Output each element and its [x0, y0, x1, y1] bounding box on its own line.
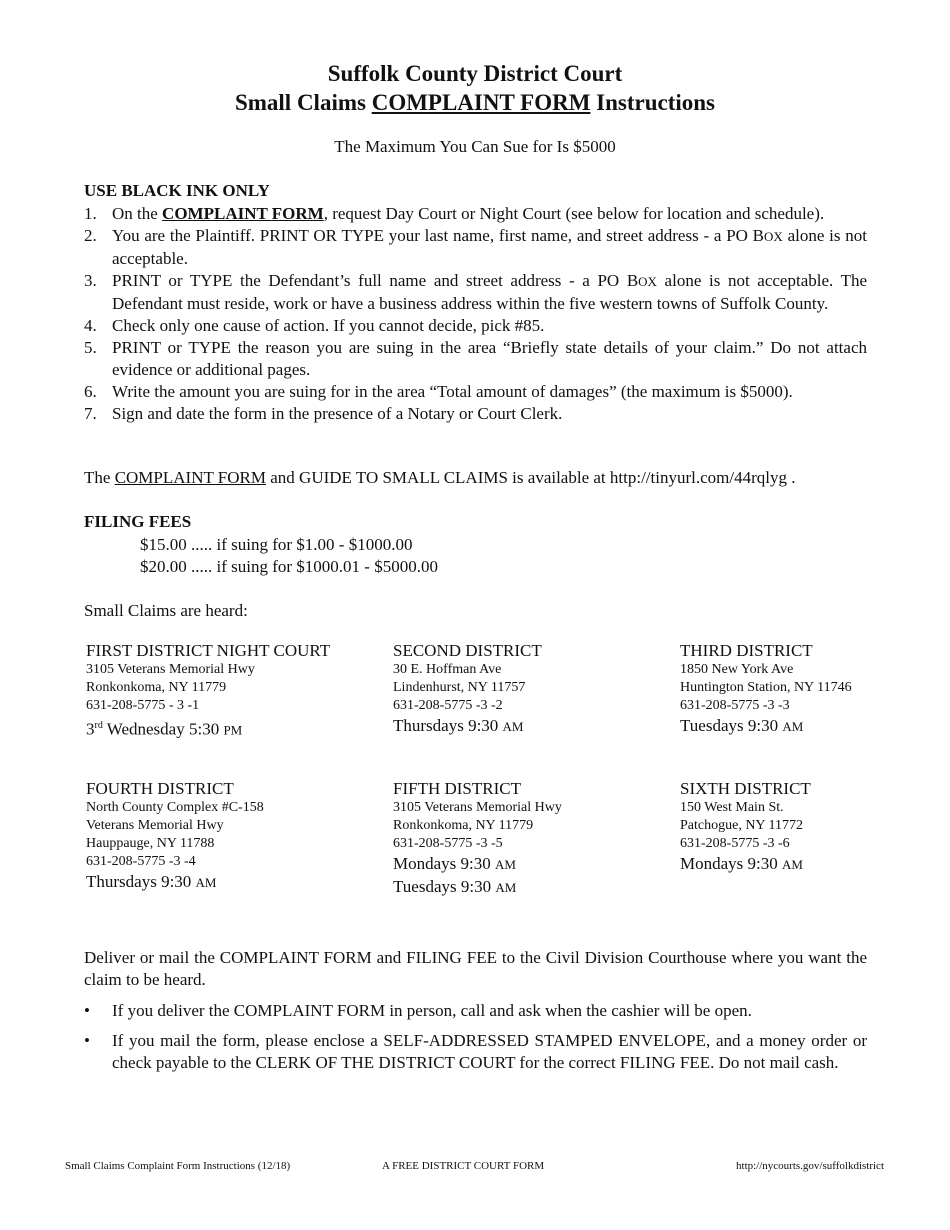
page-subtitle-title: [0, 88, 950, 117]
court-third-district: [680, 641, 920, 738]
item-text: On the COMPLAINT FORM, request Day Court or Night Court (see below for location and schedule).: [112, 204, 825, 223]
court-city: Huntington Station, NY 11746: [680, 680, 852, 695]
court-city: Hauppauge, NY 11788: [86, 836, 215, 851]
court-address: 3105 Veterans Memorial Hwy: [393, 800, 562, 815]
item-number: 7.: [84, 404, 97, 423]
court-schedule: Thursdays 9:30 AM: [86, 872, 217, 891]
bullet-icon: •: [84, 1001, 90, 1020]
court-city: Ronkonkoma, NY 11779: [393, 818, 534, 833]
item-number: 1.: [84, 204, 97, 223]
court-address: 150 West Main St.: [680, 800, 784, 815]
court-first-district: [86, 641, 376, 742]
item-number: 2.: [84, 226, 97, 245]
court-phone: 631-208-5775 -3 -2: [393, 698, 503, 713]
court-name: FOURTH DISTRICT: [86, 779, 234, 798]
heard-label: Small Claims are heard:: [84, 601, 248, 620]
item-number: 3.: [84, 271, 97, 290]
court-phone: 631-208-5775 -3 -6: [680, 836, 790, 851]
item-number: 4.: [84, 316, 97, 335]
court-phone: 631-208-5775 - 3 -1: [86, 698, 200, 713]
footer-center: A FREE DISTRICT COURT FORM: [382, 1160, 545, 1172]
court-fourth-district: [86, 779, 376, 894]
fee-line: $20.00 ..... if suing for $1000.01 - $5000.00: [140, 557, 438, 576]
court-name: SIXTH DISTRICT: [680, 779, 811, 798]
court-address: 30 E. Hoffman Ave: [393, 662, 502, 677]
item-text: You are the Plaintiff. PRINT OR TYPE your last name, first name, and street address - a PO BOX alone is not acceptable.: [112, 226, 867, 268]
court-address: 1850 New York Ave: [680, 662, 794, 677]
title-underlined-text: COMPLAINT FORM: [371, 90, 591, 115]
court-name: FIFTH DISTRICT: [393, 779, 521, 798]
item-text: Sign and date the form in the presence of a Notary or Court Clerk.: [112, 404, 563, 423]
court-schedule: 3rd Wednesday 5:30 PM: [86, 719, 243, 739]
instruction-list: [84, 203, 867, 425]
court-address-line2: Veterans Memorial Hwy: [86, 818, 224, 833]
list-item: [84, 225, 867, 270]
court-second-district: [393, 641, 683, 738]
bullet-text: If you mail the form, please enclose a SELF-ADDRESSED STAMPED ENVELOPE, and a money order or check payable to the CLERK OF THE DISTRICT COURT for the correct FILING FEE. Do not mail cash.: [112, 1031, 867, 1072]
court-schedule: Mondays 9:30 AM: [680, 854, 803, 873]
court-city: Patchogue, NY 11772: [680, 818, 803, 833]
footer-left: Small Claims Complaint Form Instructions (12/18): [65, 1160, 291, 1172]
page-title: Suffolk County District Court: [327, 61, 623, 86]
list-item: [84, 270, 867, 315]
item-number: 6.: [84, 382, 97, 401]
court-name: FIRST DISTRICT NIGHT COURT: [86, 641, 331, 660]
court-address: North County Complex #C-158: [86, 800, 264, 815]
list-item: [84, 337, 867, 381]
list-item: [84, 1000, 867, 1022]
court-phone: 631-208-5775 -3 -4: [86, 854, 196, 869]
court-address: 3105 Veterans Memorial Hwy: [86, 662, 255, 677]
court-name: SECOND DISTRICT: [393, 641, 542, 660]
court-city: Lindenhurst, NY 11757: [393, 680, 526, 695]
list-item: [84, 381, 867, 403]
court-schedule: Thursdays 9:30 AM: [393, 716, 524, 735]
court-schedule: Tuesdays 9:30 AM: [680, 716, 804, 735]
bullet-icon: •: [84, 1031, 90, 1050]
court-city: Ronkonkoma, NY 11779: [86, 680, 227, 695]
list-item: [84, 203, 867, 225]
filing-fees-heading: FILING FEES: [84, 512, 192, 531]
list-item: [84, 403, 867, 425]
delivery-paragraph: Deliver or mail the COMPLAINT FORM and FILING FEE to the Civil Division Courthouse where you want the claim to be heard.: [84, 948, 867, 989]
list-item: [84, 1030, 867, 1074]
court-schedule: Mondays 9:30 AM: [393, 854, 516, 873]
item-text: Write the amount you are suing for in the area “Total amount of damages” (the maximum is $5000).: [112, 382, 793, 401]
maximum-amount-note: The Maximum You Can Sue for Is $5000: [334, 137, 616, 156]
court-schedule: Tuesdays 9:30 AM: [393, 877, 517, 896]
footer-url: http://nycourts.gov/suffolkdistrict: [736, 1160, 884, 1172]
bullet-text: If you deliver the COMPLAINT FORM in person, call and ask when the cashier will be open.: [112, 1001, 752, 1020]
item-number: 5.: [84, 338, 97, 357]
fee-line: $15.00 ..... if suing for $1.00 - $1000.00: [140, 535, 413, 554]
court-phone: 631-208-5775 -3 -3: [680, 698, 790, 713]
list-item: [84, 315, 867, 337]
item-text: PRINT or TYPE the Defendant’s full name and street address - a PO BOX alone is not acceptable. The Defendant must reside, work or have a business address within the five western towns of Suffolk County.: [112, 271, 867, 313]
item-text: Check only one cause of action. If you cannot decide, pick #85.: [112, 316, 545, 335]
ink-heading: USE BLACK INK ONLY: [84, 181, 270, 200]
item-text: PRINT or TYPE the reason you are suing in the area “Briefly state details of your claim.” Do not attach evidence or additional pages.: [112, 338, 867, 379]
court-sixth-district: [680, 779, 920, 876]
court-fifth-district: [393, 779, 683, 899]
title-text: Small Claims: [234, 90, 372, 115]
court-name: THIRD DISTRICT: [680, 641, 813, 660]
form-availability-note: The COMPLAINT FORM and GUIDE TO SMALL CLAIMS is available at http://tinyurl.com/44rqlyg .: [84, 468, 796, 487]
court-phone: 631-208-5775 -3 -5: [393, 836, 503, 851]
title-text-end: Instructions: [590, 90, 716, 115]
